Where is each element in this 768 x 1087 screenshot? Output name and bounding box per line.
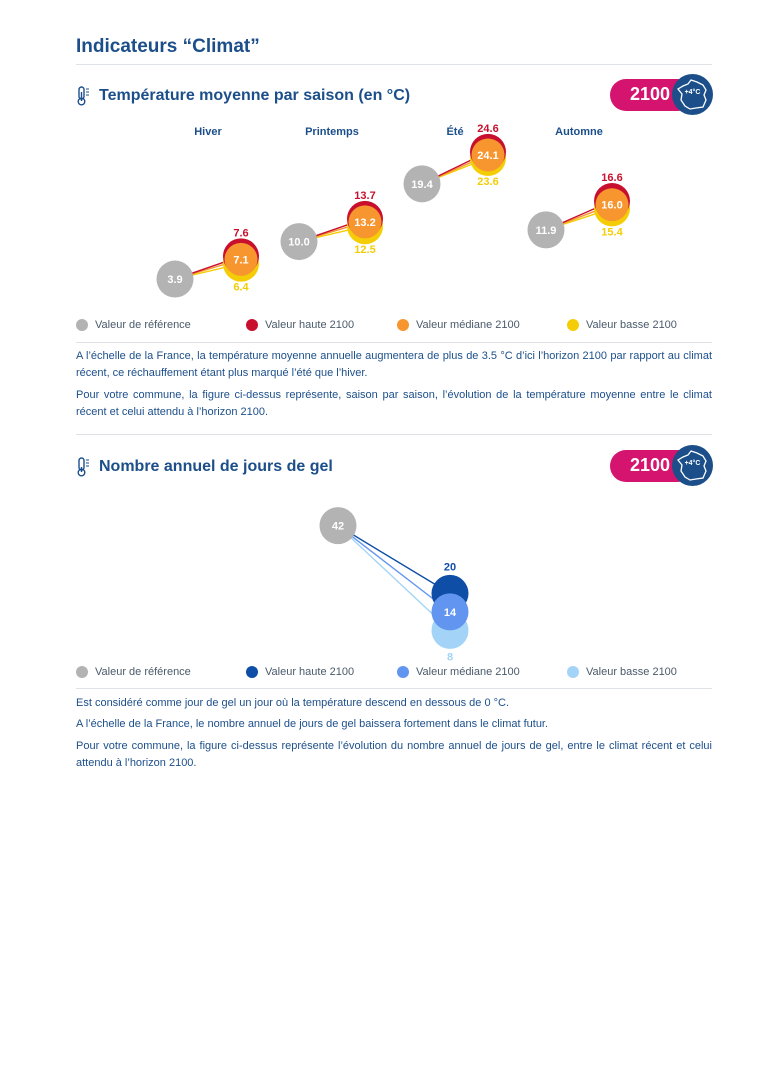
gel-chart: [76, 500, 716, 662]
gel-paragraph-2: A l’échelle de la France, le nombre annuel de jours de gel baissera fortement dans le climat futur.: [76, 718, 549, 730]
legend-dot: [246, 319, 258, 331]
gel-title: Nombre annuel de jours de gel: [99, 458, 333, 475]
thermometer-icon: [76, 457, 90, 477]
low-label: 8: [446, 651, 454, 662]
horizon-badge: [610, 74, 713, 116]
median-label: 13.2: [354, 216, 376, 229]
legend-item-median: Valeur médiane 2100: [397, 666, 520, 678]
gel-paragraph-3: Pour votre commune, la figure ci-dessus représente l’évolution du nombre annuel de jours de gel, entre le climat récent et celui attendu à l’horizon 2100.: [76, 740, 712, 769]
badge-warming: +4°C: [684, 89, 701, 96]
median-label: 7.1: [233, 254, 249, 267]
median-label: 16.0: [601, 199, 623, 212]
median-label: 24.1: [477, 149, 499, 162]
legend-item-high: Valeur haute 2100: [246, 666, 354, 678]
legend-item-low: Valeur basse 2100: [567, 666, 677, 678]
low-label: 6.4: [233, 281, 249, 294]
divider: [76, 342, 712, 343]
low-label: 12.5: [354, 244, 376, 257]
high-label: 16.6: [601, 172, 623, 185]
thermometer-icon: [76, 86, 90, 106]
reference-label: 42: [331, 520, 345, 533]
divider: [76, 688, 712, 689]
divider: [76, 64, 712, 65]
legend-item-reference: Valeur de référence: [76, 319, 191, 331]
legend-item-low: Valeur basse 2100: [567, 319, 677, 331]
page-title: Indicateurs “Climat”: [76, 36, 260, 57]
legend-dot: [397, 666, 409, 678]
category-label: Automne: [555, 126, 603, 138]
low-label: 23.6: [477, 176, 499, 189]
legend-item-reference: Valeur de référence: [76, 666, 191, 678]
legend-item-median: Valeur médiane 2100: [397, 319, 520, 331]
legend-dot: [397, 319, 409, 331]
gel-section-title: [76, 457, 333, 477]
category-label: Printemps: [305, 126, 359, 138]
high-label: 20: [443, 561, 457, 574]
temperature-chart: [76, 118, 716, 304]
legend-dot: [567, 666, 579, 678]
badge-year: 2100: [629, 84, 671, 104]
reference-label: 11.9: [535, 224, 557, 237]
legend-dot: [76, 319, 88, 331]
divider: [76, 434, 712, 435]
reference-label: 3.9: [167, 274, 183, 287]
category-label: Été: [446, 126, 464, 138]
temperature-paragraph-1: A l’échelle de la France, la température moyenne annuelle augmentera de plus de 3.5 °C d’ici l’horizon 2100 par rapport au climat récent, ce réchauffement étant plus marqué l’été que l’hiver.: [76, 350, 712, 379]
reference-label: 19.4: [411, 178, 433, 191]
badge-year: 2100: [629, 455, 671, 475]
temperature-section-title: [76, 86, 410, 106]
temperature-paragraph-2: Pour votre commune, la figure ci-dessus représente, saison par saison, l’évolution de la température moyenne entre le climat récent et celui attendu à l’horizon 2100.: [76, 389, 712, 418]
legend-item-high: Valeur haute 2100: [246, 319, 354, 331]
gel-paragraph-1: Est considéré comme jour de gel un jour où la température descend en dessous de 0 °C.: [76, 697, 510, 709]
badge-warming: +4°C: [684, 460, 701, 467]
temperature-title: Température moyenne par saison (en °C): [99, 87, 411, 104]
series-line: [338, 526, 450, 594]
temperature-legend: [76, 319, 716, 335]
horizon-badge: [610, 445, 713, 487]
gel-legend: [76, 666, 716, 682]
high-label: 24.6: [477, 122, 499, 135]
median-label: 14: [443, 606, 457, 619]
legend-dot: [567, 319, 579, 331]
low-label: 15.4: [601, 226, 623, 239]
legend-dot: [76, 666, 88, 678]
reference-label: 10.0: [288, 236, 310, 249]
legend-dot: [246, 666, 258, 678]
high-label: 13.7: [354, 189, 376, 202]
category-label: Hiver: [194, 126, 222, 138]
high-label: 7.6: [233, 227, 249, 240]
